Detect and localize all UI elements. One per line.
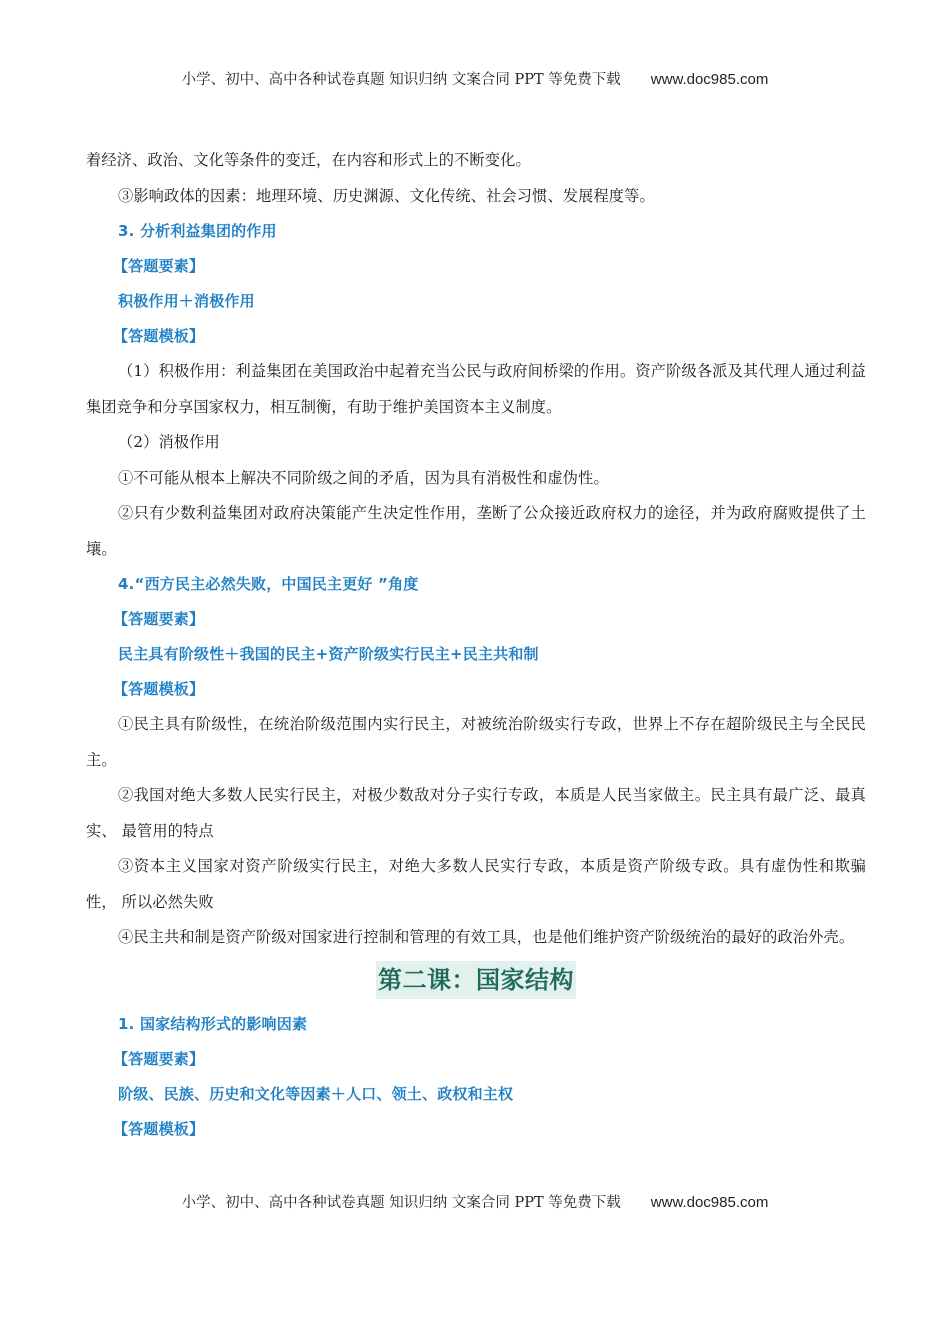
section-4-title: 4.“西方民主必然失败，中国民主更好 ”角度 (118, 575, 419, 593)
section-3-negative-item: ①不可能从根本上解决不同阶级之间的矛盾，因为具有消极性和虚伪性。 (118, 468, 609, 487)
section-4-elements: 民主具有阶级性＋我国的民主+资产阶级实行民主+民主共和制 (118, 645, 539, 663)
header-site-link[interactable]: www.doc985.com (650, 71, 769, 88)
section-4-item: ②我国对绝大多数人民实行民主，对极少数敌对分子实行专政，本质是人民当家做主。民主具有最广泛、最真实、 最管用的特点 (86, 786, 866, 840)
section-4-item: ③资本主义国家对资产阶级实行民主，对绝大多数人民实行专政，本质是资产阶级专政。具有虚伪性和欺骗性， 所以必然失败 (86, 857, 866, 911)
polity-factors-item: ③影响政体的因素：地理环境、历史渊源、文化传统、社会习惯、发展程度等。 (118, 186, 655, 205)
section-3-positive-role: （1）积极作用：利益集团在美国政治中起着充当公民与政府间桥梁的作用。资产阶级各派及其代理人通过利益集团竞争和分享国家权力，相互制衡，有助于维护美国资本主义制度。 (86, 362, 866, 416)
chapter-heading-wrap (86, 961, 866, 1005)
page-footer (0, 1191, 950, 1212)
section-3-elements: 积极作用＋消极作用 (118, 292, 255, 310)
document-body (86, 143, 866, 1147)
section-3-template-label: 【答题模板】 (113, 327, 205, 345)
continuation-paragraph: 着经济、政治、文化等条件的变迁，在内容和形式上的不断变化。 (86, 151, 531, 169)
header-text: 小学、初中、高中各种试卷真题 知识归纳 文案合同 PPT 等免费下载 (181, 72, 621, 88)
section-3-elements-label: 【答题要素】 (113, 257, 205, 275)
page-header (0, 68, 950, 89)
section-3-negative-title: （2）消极作用 (118, 433, 220, 451)
section-3-title: 3. 分析利益集团的作用 (118, 222, 277, 240)
section-4-item: ①民主具有阶级性，在统治阶级范围内实行民主，对被统治阶级实行专政，世界上不存在超阶级民主与全民民主。 (86, 715, 866, 769)
section-4-elements-label: 【答题要素】 (113, 610, 205, 628)
footer-text: 小学、初中、高中各种试卷真题 知识归纳 文案合同 PPT 等免费下载 (181, 1195, 621, 1211)
chapter-2-section-1-elements-label: 【答题要素】 (113, 1049, 205, 1068)
chapter-2-section-1-title: 1. 国家结构形式的影响因素 (118, 1014, 308, 1033)
section-4-item: ④民主共和制是资产阶级对国家进行控制和管理的有效工具，也是他们维护资产阶级统治的最好的政治外壳。 (118, 928, 855, 946)
chapter-2-section-1-elements: 阶级、民族、历史和文化等因素＋人口、领土、政权和主权 (118, 1084, 514, 1103)
chapter-title: 第二课：国家结构 (376, 961, 576, 999)
section-3-negative-item: ②只有少数利益集团对政府决策能产生决定性作用，垄断了公众接近政府权力的途径，并为政府腐败提供了土壤。 (86, 504, 866, 558)
chapter-2-section-1-template-label: 【答题模板】 (113, 1119, 205, 1138)
footer-site-link[interactable]: www.doc985.com (650, 1194, 769, 1211)
section-4-template-label: 【答题模板】 (113, 680, 205, 698)
